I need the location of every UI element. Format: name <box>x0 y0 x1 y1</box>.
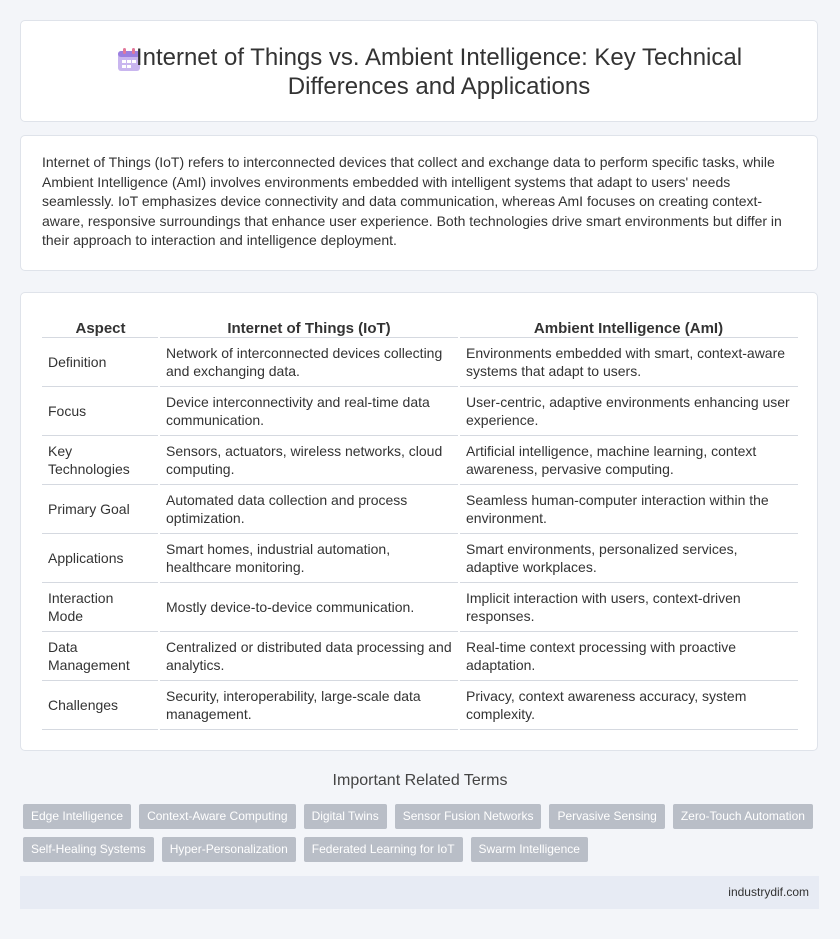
table-row <box>42 632 798 681</box>
related-term-tag[interactable]: Edge Intelligence <box>23 804 131 829</box>
related-term-tag[interactable]: Zero-Touch Automation <box>673 804 813 829</box>
cell-aspect: Data Management <box>42 632 159 681</box>
table-row <box>42 436 798 485</box>
cell-aspect: Primary Goal <box>42 485 159 534</box>
table-row <box>42 534 798 583</box>
related-term-tag[interactable]: Digital Twins <box>304 804 387 829</box>
cell-iot: Mostly device-to-device communication. <box>159 583 459 632</box>
cell-iot: Centralized or distributed data processing and analytics. <box>159 632 459 681</box>
cell-iot: Smart homes, industrial automation, healthcare monitoring. <box>159 534 459 583</box>
related-term-tag[interactable]: Self-Healing Systems <box>23 837 154 862</box>
cell-iot: Network of interconnected devices collecting and exchanging data. <box>159 338 459 387</box>
table-row <box>42 387 798 436</box>
cell-ami: Artificial intelligence, machine learning, context awareness, pervasive computing. <box>459 436 798 485</box>
header-iot: Internet of Things (IoT) <box>159 313 459 338</box>
related-term-tag[interactable]: Sensor Fusion Networks <box>395 804 542 829</box>
cell-aspect: Focus <box>42 387 159 436</box>
table-row <box>42 681 798 730</box>
cell-ami: Seamless human-computer interaction within the environment. <box>459 485 798 534</box>
page-title: Internet of Things vs. Ambient Intelligence: Key Technical Differences and Applications <box>135 44 743 100</box>
table-row <box>42 583 798 632</box>
cell-aspect: Interaction Mode <box>42 583 159 632</box>
cell-ami: Environments embedded with smart, context-aware systems that adapt to users. <box>459 338 798 387</box>
intro-paragraph: Internet of Things (IoT) refers to interconnected devices that collect and exchange data to perform specific tasks, while Ambient Intelligence (AmI) involves environments embedded with intelligent systems that adapt to users' needs seamlessly. IoT emphasizes device connectivity and data communication, whereas AmI focuses on creating context-aware, responsive surroundings that enhance user experience. Both technologies drive smart environments but differ in their approach to interaction and intelligence deployment. <box>42 154 782 248</box>
footer-site-link[interactable]: industrydif.com <box>728 885 809 899</box>
cell-iot: Sensors, actuators, wireless networks, cloud computing. <box>159 436 459 485</box>
cell-iot: Automated data collection and process optimization. <box>159 485 459 534</box>
comparison-card <box>20 292 818 751</box>
cell-ami: Implicit interaction with users, context-driven responses. <box>459 583 798 632</box>
related-term-tag[interactable]: Hyper-Personalization <box>162 837 296 862</box>
header-ami: Ambient Intelligence (AmI) <box>459 313 798 338</box>
cell-ami: Real-time context processing with proactive adaptation. <box>459 632 798 681</box>
cell-aspect: Applications <box>42 534 159 583</box>
table-row <box>42 338 798 387</box>
table-row <box>42 485 798 534</box>
footer <box>20 876 819 909</box>
related-terms-heading: Important Related Terms <box>332 772 508 789</box>
related-term-tag[interactable]: Federated Learning for IoT <box>304 837 463 862</box>
cell-ami: User-centric, adaptive environments enhancing user experience. <box>459 387 798 436</box>
related-term-tag[interactable]: Swarm Intelligence <box>471 837 588 862</box>
cell-iot: Device interconnectivity and real-time data communication. <box>159 387 459 436</box>
table-header-row <box>42 313 798 338</box>
cell-ami: Smart environments, personalized services, adaptive workplaces. <box>459 534 798 583</box>
cell-aspect: Definition <box>42 338 159 387</box>
title-card <box>20 20 818 122</box>
cell-aspect: Challenges <box>42 681 159 730</box>
related-terms-list <box>23 804 813 862</box>
related-term-tag[interactable]: Context-Aware Computing <box>139 804 296 829</box>
header-aspect: Aspect <box>42 313 159 338</box>
cell-iot: Security, interoperability, large-scale data management. <box>159 681 459 730</box>
comparison-table <box>42 313 798 730</box>
related-term-tag[interactable]: Pervasive Sensing <box>549 804 664 829</box>
cell-aspect: Key Technologies <box>42 436 159 485</box>
cell-ami: Privacy, context awareness accuracy, system complexity. <box>459 681 798 730</box>
intro-card <box>20 135 818 271</box>
